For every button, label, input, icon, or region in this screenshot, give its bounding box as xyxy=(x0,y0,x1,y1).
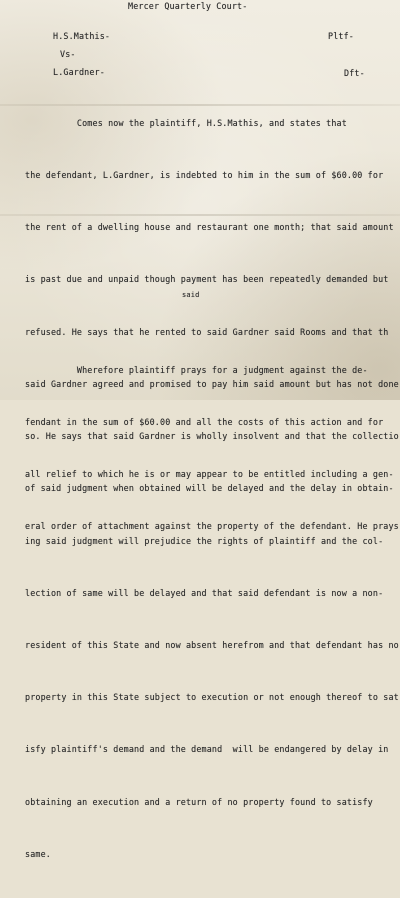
text-line: resident of this State and now absent herefrom and that defendant has no xyxy=(25,640,399,650)
text-line: of said judgment when obtained will be delayed and the delay in obtain- xyxy=(25,483,394,494)
text-line: property in this State subject to execution or not enough thereof to sat xyxy=(25,692,399,703)
text-line: same. xyxy=(25,848,51,859)
text-line: said Gardner agreed and promised to pay him said amount but has not done xyxy=(25,378,399,389)
defendant-label: Dft- xyxy=(344,68,365,78)
plaintiff-label: Pltf- xyxy=(328,31,354,41)
text-line: all relief to which he is or may appear to be entitled including a gen- xyxy=(25,469,394,480)
court-title: Mercer Quarterly Court- xyxy=(128,1,248,11)
text-line: refused. He says that he rented to said Gardner said Rooms and that th xyxy=(25,326,389,337)
text-line: Comes now the plaintiff, H.S.Mathis, and states that xyxy=(25,117,347,128)
text-line: lection of same will be delayed and that said defendant is now a non- xyxy=(25,587,384,598)
text-line: fendant in the sum of $60.00 and all the costs of this action and for xyxy=(25,417,384,428)
text-line: eral order of attachment against the property of the defendant. He prays xyxy=(25,521,399,532)
versus-label: Vs- xyxy=(60,49,76,59)
text-line: ing said judgment will prejudice the rights of plaintiff and the col- xyxy=(25,535,384,546)
text-line: the defendant, L.Gardner, is indebted to him in the sum of $60.00 for xyxy=(25,170,384,181)
petition-paragraph-prayer xyxy=(25,327,399,571)
text-line: obtaining an execution and a return of no property found to satisfy xyxy=(25,796,373,807)
text-line: the rent of a dwelling house and restaurant one month; that said amount xyxy=(25,222,394,233)
text-line: is past due and unpaid though payment has been repeatedly demanded but xyxy=(25,274,389,285)
defendant-name: L.Gardner- xyxy=(53,67,105,77)
interlineated-word: said xyxy=(182,291,200,299)
plaintiff-name: H.S.Mathis- xyxy=(53,31,111,41)
text-line: isfy plaintiff's demand and the demand will be endangered by delay in xyxy=(25,744,389,755)
text-line: Wherefore plaintiff prays for a judgment against the de- xyxy=(25,364,368,375)
text-line: so. He says that said Gardner is wholly insolvent and that the collectio xyxy=(25,431,399,442)
